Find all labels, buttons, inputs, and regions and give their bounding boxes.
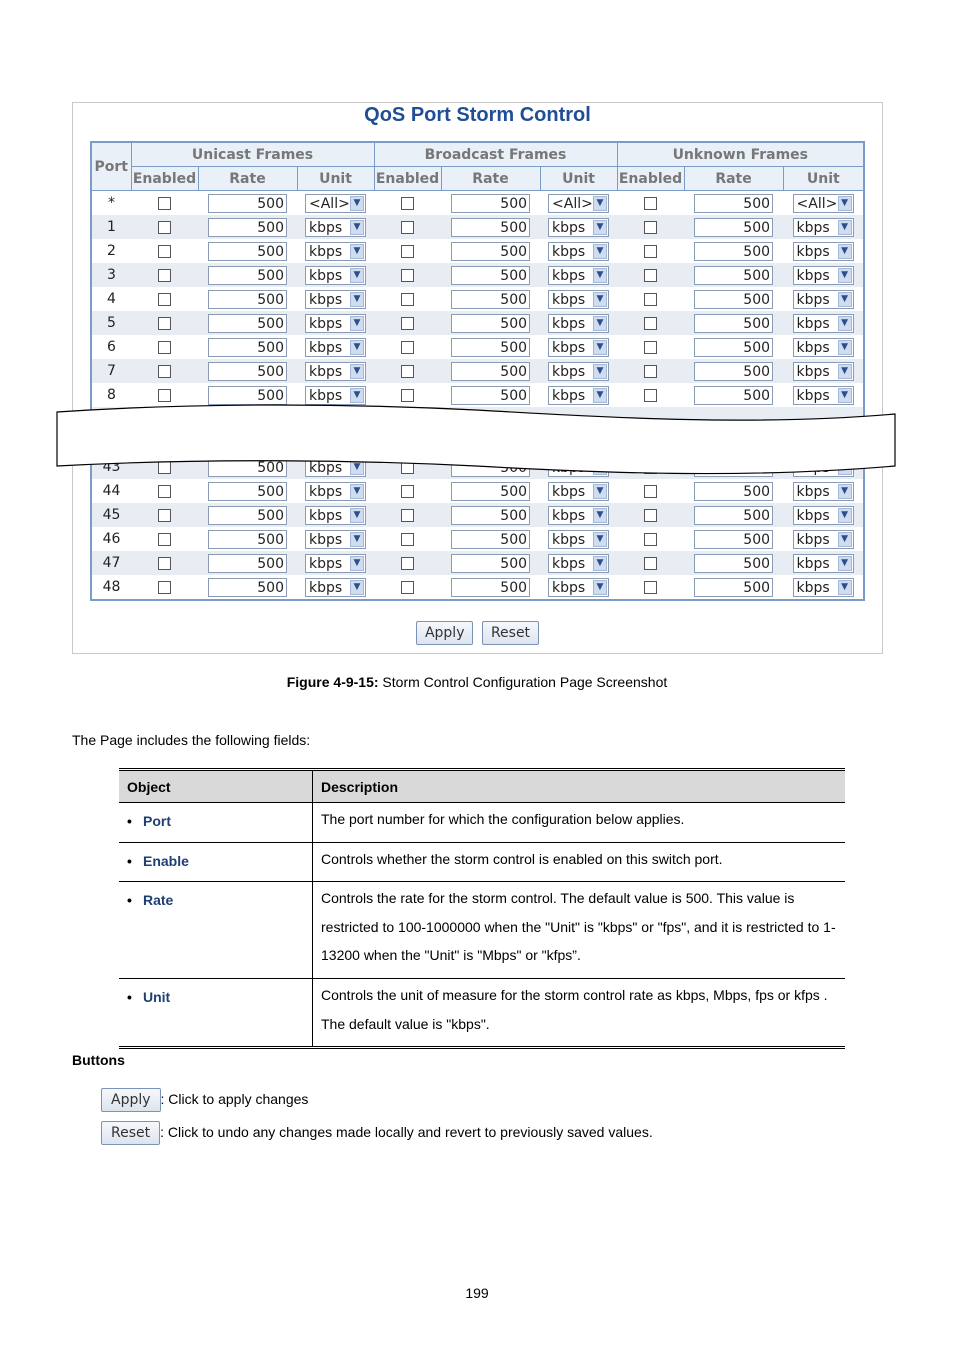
chevron-down-icon: ▼	[838, 316, 852, 331]
enabled-checkbox[interactable]	[644, 197, 657, 210]
chevron-down-icon: ▼	[593, 388, 607, 403]
chevron-down-icon: ▼	[593, 580, 607, 595]
unit-select[interactable]	[793, 506, 854, 525]
unknown-header: Unknown Frames	[617, 142, 864, 167]
unit-value: kbps	[309, 483, 343, 500]
enabled-checkbox[interactable]	[158, 389, 171, 402]
rate-input[interactable]: 500	[451, 242, 530, 261]
rate-input[interactable]: 500	[208, 458, 287, 477]
rate-input[interactable]: 500	[451, 338, 530, 357]
chevron-down-icon: ▼	[838, 388, 852, 403]
rate-input[interactable]: 500	[208, 290, 287, 309]
table-row	[91, 311, 864, 335]
rate-input[interactable]: 500	[451, 290, 530, 309]
enabled-checkbox[interactable]	[401, 485, 414, 498]
unit-value: kbps	[796, 267, 830, 284]
port-header: Port	[91, 142, 131, 191]
rate-input[interactable]: 500	[694, 482, 773, 501]
table-row	[91, 191, 864, 216]
unit-value: kbps	[309, 555, 343, 572]
table-row	[91, 527, 864, 551]
rate-input[interactable]: 500	[694, 194, 773, 213]
enabled-checkbox[interactable]	[401, 245, 414, 258]
enabled-checkbox[interactable]	[644, 341, 657, 354]
unit-value: kbps	[309, 243, 343, 260]
enabled-checkbox[interactable]	[158, 197, 171, 210]
port-number: 5	[91, 311, 131, 335]
unit-select[interactable]	[793, 482, 854, 501]
chevron-down-icon: ▼	[350, 532, 364, 547]
rate-input[interactable]: 500	[451, 314, 530, 333]
port-number: 45	[91, 503, 131, 527]
unit-select[interactable]	[548, 290, 609, 309]
port-number: 48	[91, 575, 131, 600]
form-buttons	[73, 621, 882, 645]
unit-value: kbps	[309, 363, 343, 380]
enabled-checkbox[interactable]	[158, 269, 171, 282]
apply-button[interactable]: Apply	[416, 621, 474, 645]
rate-input[interactable]: 500	[694, 530, 773, 549]
unit-select[interactable]	[793, 314, 854, 333]
chevron-down-icon: ▼	[593, 244, 607, 259]
port-number: *	[91, 191, 131, 216]
unit-select[interactable]	[548, 218, 609, 237]
chevron-down-icon: ▼	[838, 580, 852, 595]
enabled-checkbox[interactable]	[401, 221, 414, 234]
chevron-down-icon: ▼	[350, 244, 364, 259]
unit-select[interactable]	[548, 194, 609, 213]
enabled-checkbox[interactable]	[401, 509, 414, 522]
enabled-checkbox[interactable]	[401, 341, 414, 354]
chevron-down-icon: ▼	[350, 388, 364, 403]
unit-value: kbps	[552, 339, 586, 356]
table-row: • Unit Controls the unit of measure for the storm control rate as kbps, Mbps, fps or kfps . The default value is "kbps".	[119, 978, 845, 1047]
unit-select[interactable]	[305, 242, 366, 261]
unit-select[interactable]	[793, 242, 854, 261]
unit-select[interactable]	[305, 266, 366, 285]
unit-value: kbps	[552, 219, 586, 236]
unit-select[interactable]	[793, 218, 854, 237]
chevron-down-icon: ▼	[593, 316, 607, 331]
chevron-down-icon: ▼	[838, 508, 852, 523]
unit-select[interactable]	[548, 578, 609, 597]
description-header: Description	[313, 770, 846, 803]
unit-value: kbps	[552, 267, 586, 284]
port-number: 46	[91, 527, 131, 551]
unit-value: kbps	[552, 243, 586, 260]
enabled-checkbox[interactable]	[644, 269, 657, 282]
unit-select[interactable]	[305, 578, 366, 597]
enabled-checkbox[interactable]	[644, 317, 657, 330]
unit-value: kbps	[309, 291, 343, 308]
apply-explain	[101, 1088, 308, 1112]
chevron-down-icon: ▼	[838, 244, 852, 259]
unit-select[interactable]	[548, 554, 609, 573]
rate-input[interactable]: 500	[208, 530, 287, 549]
unit-value: kbps	[552, 531, 586, 548]
broadcast-header: Broadcast Frames	[374, 142, 617, 167]
unit-select[interactable]	[305, 218, 366, 237]
enabled-checkbox[interactable]	[158, 509, 171, 522]
page-title: QoS Port Storm Control	[364, 104, 591, 126]
chevron-down-icon: ▼	[593, 484, 607, 499]
port-number: 4	[91, 287, 131, 311]
unit-select[interactable]	[305, 290, 366, 309]
chevron-down-icon: ▼	[350, 580, 364, 595]
rate-input[interactable]: 500	[694, 314, 773, 333]
unit-select[interactable]	[793, 290, 854, 309]
port-number: 7	[91, 359, 131, 383]
unit-value: kbps	[309, 387, 343, 404]
rate-input[interactable]: 500	[451, 386, 530, 405]
enabled-checkbox[interactable]	[158, 293, 171, 306]
chevron-down-icon: ▼	[350, 460, 364, 475]
chevron-down-icon: ▼	[593, 340, 607, 355]
enabled-checkbox[interactable]	[644, 389, 657, 402]
table-row	[91, 479, 864, 503]
unit-value: kbps	[552, 363, 586, 380]
unit-select[interactable]	[793, 386, 854, 405]
unit-value: kbps	[309, 267, 343, 284]
rate-header: Rate	[441, 167, 540, 191]
enabled-checkbox[interactable]	[158, 341, 171, 354]
unit-value: kbps	[309, 579, 343, 596]
unit-value: kbps	[309, 339, 343, 356]
rate-input[interactable]: 500	[694, 386, 773, 405]
chevron-down-icon: ▼	[838, 484, 852, 499]
screenshot-frame	[72, 102, 883, 654]
enabled-checkbox[interactable]	[644, 221, 657, 234]
enabled-checkbox[interactable]	[644, 533, 657, 546]
rate-input[interactable]: 500	[451, 530, 530, 549]
rate-input[interactable]: 500	[208, 482, 287, 501]
chevron-down-icon: ▼	[350, 292, 364, 307]
apply-button-sample[interactable]: Apply	[101, 1088, 161, 1112]
rate-header: Rate	[198, 167, 297, 191]
unit-value: kbps	[552, 507, 586, 524]
object-name: Enable	[143, 852, 189, 869]
table-row	[91, 359, 864, 383]
enabled-header: Enabled	[131, 167, 198, 191]
rate-input[interactable]: 500	[694, 218, 773, 237]
enabled-checkbox[interactable]	[644, 293, 657, 306]
enabled-checkbox[interactable]	[644, 485, 657, 498]
unit-select[interactable]	[793, 578, 854, 597]
port-number: 1	[91, 215, 131, 239]
figure-text: Storm Control Configuration Page Screenshot	[378, 674, 668, 690]
unit-select[interactable]	[305, 362, 366, 381]
unit-select[interactable]	[793, 194, 854, 213]
unit-value: kbps	[552, 483, 586, 500]
rate-header: Rate	[684, 167, 783, 191]
enabled-checkbox[interactable]	[401, 293, 414, 306]
object-description: Controls the unit of measure for the storm control rate as kbps, Mbps, fps or kfps . The default value is "kbps".	[313, 978, 846, 1047]
unit-value: kbps	[796, 531, 830, 548]
chevron-down-icon: ▼	[593, 292, 607, 307]
unit-value: kbps	[796, 219, 830, 236]
enabled-checkbox[interactable]	[644, 509, 657, 522]
chevron-down-icon: ▼	[838, 220, 852, 235]
table-row	[91, 287, 864, 311]
chevron-down-icon: ▼	[838, 292, 852, 307]
port-number: 8	[91, 383, 131, 407]
unit-select[interactable]	[548, 386, 609, 405]
figure-caption	[0, 674, 954, 690]
table-row	[91, 335, 864, 359]
chevron-down-icon: ▼	[350, 484, 364, 499]
table-row	[91, 263, 864, 287]
chevron-down-icon: ▼	[838, 364, 852, 379]
unit-value: kbps	[796, 579, 830, 596]
intro-text: The Page includes the following fields:	[72, 732, 311, 748]
rate-input[interactable]: 500	[451, 554, 530, 573]
unit-value: kbps	[309, 507, 343, 524]
enabled-checkbox[interactable]	[158, 317, 171, 330]
chevron-down-icon: ▼	[350, 340, 364, 355]
table-row	[91, 239, 864, 263]
chevron-down-icon: ▼	[838, 556, 852, 571]
rate-input[interactable]: 500	[208, 386, 287, 405]
unit-select[interactable]	[305, 530, 366, 549]
unit-select[interactable]	[305, 482, 366, 501]
enabled-checkbox[interactable]	[158, 245, 171, 258]
rate-input[interactable]: 500	[208, 314, 287, 333]
reset-button[interactable]: Reset	[482, 621, 539, 645]
unit-value: kbps	[796, 291, 830, 308]
rate-input[interactable]: 500	[694, 242, 773, 261]
enabled-header: Enabled	[617, 167, 684, 191]
port-number: 6	[91, 335, 131, 359]
port-number: 44	[91, 479, 131, 503]
rate-input[interactable]: 500	[694, 338, 773, 357]
table-row: • Port The port number for which the configuration below applies.	[119, 803, 845, 843]
unit-value: kbps	[796, 243, 830, 260]
chevron-down-icon: ▼	[350, 196, 364, 211]
rate-input[interactable]: 500	[451, 578, 530, 597]
rate-input[interactable]: 500	[208, 218, 287, 237]
unit-value: kbps	[552, 555, 586, 572]
object-name: Port	[143, 813, 171, 829]
enabled-checkbox[interactable]	[401, 317, 414, 330]
unit-select[interactable]	[793, 266, 854, 285]
rate-input[interactable]: 500	[208, 194, 287, 213]
fields-table	[119, 768, 845, 1049]
enabled-checkbox[interactable]	[644, 581, 657, 594]
chevron-down-icon: ▼	[838, 340, 852, 355]
page-number: 199	[465, 1285, 489, 1301]
chevron-down-icon: ▼	[593, 268, 607, 283]
enabled-checkbox[interactable]	[644, 557, 657, 570]
chevron-down-icon: ▼	[593, 196, 607, 211]
table-row	[91, 551, 864, 575]
unit-select[interactable]	[305, 338, 366, 357]
unit-value: kbps	[796, 315, 830, 332]
rate-input[interactable]: 500	[208, 362, 287, 381]
unit-select[interactable]	[548, 266, 609, 285]
figure-label: Figure 4-9-15:	[286, 674, 379, 690]
chevron-down-icon: ▼	[350, 316, 364, 331]
reset-button-sample[interactable]: Reset	[101, 1121, 160, 1145]
unit-header: Unit	[540, 167, 617, 191]
unit-select[interactable]	[305, 194, 366, 213]
unit-select[interactable]	[548, 242, 609, 261]
rate-input[interactable]: 500	[208, 338, 287, 357]
buttons-heading: Buttons	[72, 1052, 125, 1068]
unit-select[interactable]	[548, 362, 609, 381]
unit-value: kbps	[552, 315, 586, 332]
enabled-checkbox[interactable]	[158, 221, 171, 234]
table-row: • Rate Controls the rate for the storm control. The default value is 500. This value is restricted to 100-1000000 when the "Unit" is "kbps" or "fps", and it is restricted to 1-13200 when the "Unit" is "Mbps" or "kfps”.	[119, 882, 845, 979]
enabled-checkbox[interactable]	[401, 581, 414, 594]
chevron-down-icon: ▼	[593, 508, 607, 523]
rate-input[interactable]: 500	[208, 578, 287, 597]
enabled-checkbox[interactable]	[644, 365, 657, 378]
table-row: • Enable Controls whether the storm control is enabled on this switch port.	[119, 842, 845, 882]
storm-control-table	[90, 141, 865, 601]
enabled-checkbox[interactable]	[401, 389, 414, 402]
rate-input[interactable]: 500	[208, 266, 287, 285]
rate-input[interactable]: 500	[451, 362, 530, 381]
rate-input[interactable]: 500	[451, 482, 530, 501]
enabled-header: Enabled	[374, 167, 441, 191]
unit-value: <All>	[796, 195, 838, 212]
omission-break-graphic	[56, 404, 896, 476]
rate-input[interactable]: 500	[694, 578, 773, 597]
rate-input[interactable]: 500	[694, 554, 773, 573]
object-description: The port number for which the configuration below applies.	[313, 803, 846, 843]
port-number: 43	[91, 455, 131, 479]
unit-value: kbps	[796, 387, 830, 404]
rate-input[interactable]: 500	[451, 266, 530, 285]
object-name: Rate	[143, 892, 174, 909]
rate-input[interactable]: 500	[451, 506, 530, 525]
enabled-checkbox[interactable]	[158, 557, 171, 570]
object-header: Object	[119, 770, 313, 803]
rate-input[interactable]: 500	[694, 290, 773, 309]
chevron-down-icon: ▼	[593, 220, 607, 235]
unit-value: kbps	[796, 507, 830, 524]
chevron-down-icon: ▼	[350, 556, 364, 571]
unit-value: kbps	[309, 219, 343, 236]
unit-select[interactable]	[305, 314, 366, 333]
rate-input[interactable]: 500	[208, 242, 287, 261]
object-description: Controls the rate for the storm control. The default value is 500. This value is restricted to 100-1000000 when the "Unit" is "kbps" or "fps", and it is restricted to 1-13200 when the "Unit" is "Mbps" or "kfps”.	[313, 882, 846, 979]
unit-value: kbps	[309, 531, 343, 548]
unicast-header: Unicast Frames	[131, 142, 374, 167]
chevron-down-icon: ▼	[350, 364, 364, 379]
unit-header: Unit	[783, 167, 864, 191]
unit-value: kbps	[552, 387, 586, 404]
chevron-down-icon: ▼	[350, 508, 364, 523]
chevron-down-icon: ▼	[593, 532, 607, 547]
unit-select[interactable]	[793, 338, 854, 357]
port-number: 47	[91, 551, 131, 575]
chevron-down-icon: ▼	[838, 532, 852, 547]
object-description: Controls whether the storm control is enabled on this switch port.	[313, 842, 846, 882]
rate-input[interactable]: 500	[694, 506, 773, 525]
enabled-checkbox[interactable]	[644, 245, 657, 258]
unit-value: <All>	[552, 195, 593, 212]
chevron-down-icon: ▼	[838, 196, 852, 211]
unit-value: kbps	[796, 339, 830, 356]
unit-select[interactable]	[548, 506, 609, 525]
enabled-checkbox[interactable]	[401, 557, 414, 570]
table-row	[91, 575, 864, 600]
chevron-down-icon: ▼	[350, 220, 364, 235]
enabled-checkbox[interactable]	[158, 485, 171, 498]
chevron-down-icon: ▼	[838, 268, 852, 283]
unit-value: kbps	[309, 315, 343, 332]
object-name: Unit	[143, 988, 171, 1005]
unit-select[interactable]	[548, 314, 609, 333]
unit-select[interactable]	[793, 554, 854, 573]
apply-explain-text: : Click to apply changes	[160, 1091, 309, 1107]
table-row	[91, 503, 864, 527]
unit-select[interactable]	[793, 530, 854, 549]
unit-select[interactable]	[305, 554, 366, 573]
chevron-down-icon: ▼	[350, 268, 364, 283]
rate-input[interactable]: 500	[208, 506, 287, 525]
port-number: 2	[91, 239, 131, 263]
reset-explain	[101, 1121, 653, 1145]
unit-value: kbps	[796, 363, 830, 380]
unit-value: kbps	[309, 459, 343, 476]
enabled-checkbox[interactable]	[401, 269, 414, 282]
enabled-checkbox[interactable]	[158, 533, 171, 546]
enabled-checkbox[interactable]	[401, 533, 414, 546]
rate-input[interactable]: 500	[694, 266, 773, 285]
chevron-down-icon: ▼	[593, 364, 607, 379]
rate-input[interactable]: 500	[451, 218, 530, 237]
unit-value: kbps	[552, 579, 586, 596]
unit-value: kbps	[796, 555, 830, 572]
table-row	[91, 215, 864, 239]
port-number: 3	[91, 263, 131, 287]
reset-explain-text: : Click to undo any changes made locally and revert to previously saved values.	[160, 1124, 653, 1140]
rate-input[interactable]: 500	[208, 554, 287, 573]
unit-value: kbps	[552, 291, 586, 308]
unit-select[interactable]	[793, 362, 854, 381]
enabled-checkbox[interactable]	[401, 365, 414, 378]
unit-value: kbps	[796, 483, 830, 500]
unit-select[interactable]	[305, 386, 366, 405]
rate-input[interactable]: 500	[451, 194, 530, 213]
enabled-checkbox[interactable]	[158, 581, 171, 594]
unit-select[interactable]	[548, 338, 609, 357]
unit-value: <All>	[309, 195, 350, 212]
enabled-checkbox[interactable]	[401, 197, 414, 210]
unit-header: Unit	[297, 167, 374, 191]
unit-select[interactable]	[305, 506, 366, 525]
unit-select[interactable]	[548, 530, 609, 549]
enabled-checkbox[interactable]	[158, 365, 171, 378]
rate-input[interactable]: 500	[694, 362, 773, 381]
unit-select[interactable]	[548, 482, 609, 501]
chevron-down-icon: ▼	[593, 556, 607, 571]
